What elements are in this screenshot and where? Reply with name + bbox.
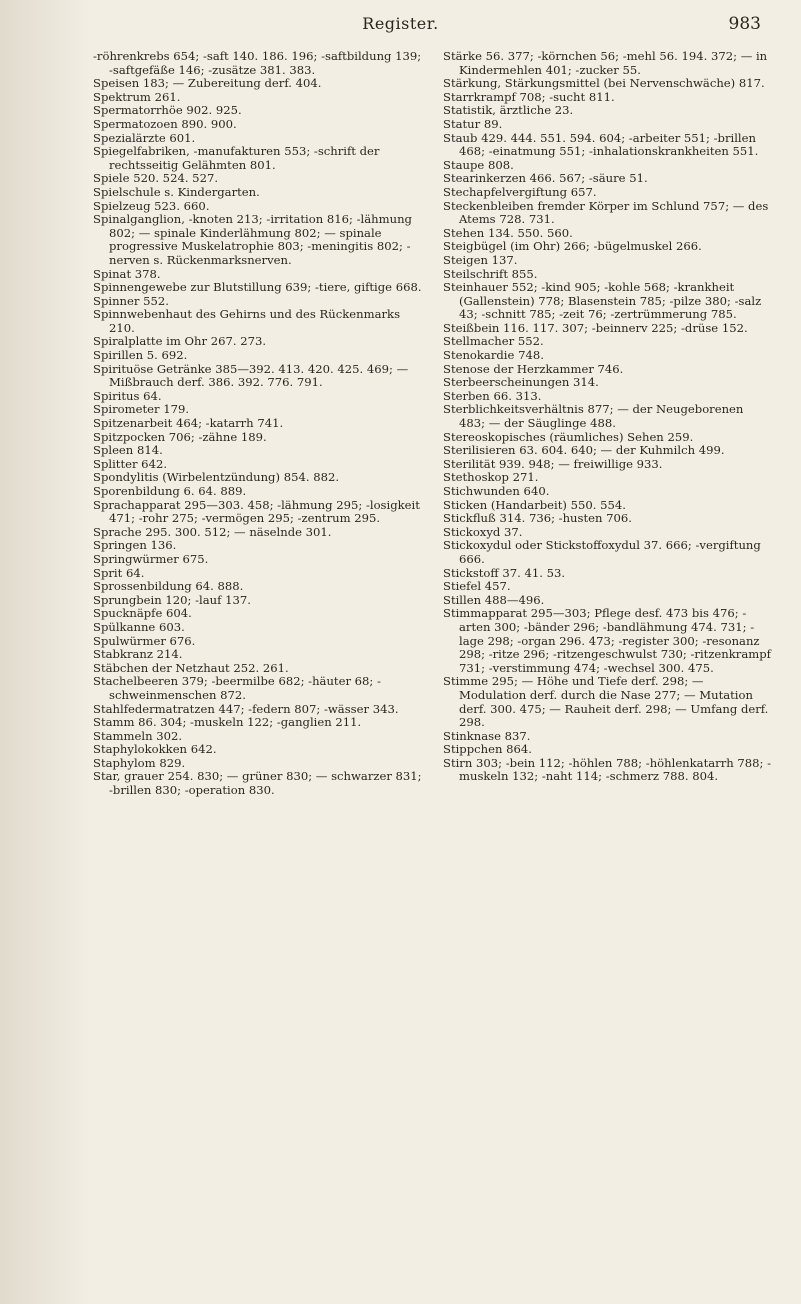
- index-entry: Stenokardie 748.: [443, 348, 544, 363]
- index-entry: Stiefel 457.: [443, 579, 511, 594]
- index-entry: Steigbügel (im Ohr) 266; -bügelmuskel 266.: [443, 239, 702, 254]
- index-entry: Stimmapparat 295—303; Pflege desf. 473 bis 476; -arten 300; -bänder 296; -bandlähmung 474. 731; -lage 298; -organ 296. 473; -register 300; -resonanz 298; -ritze 296; -ritzengeschwulst 730; -ritzenkrampf 731; -verstimmung 474; -wechsel 300. 475.: [443, 606, 771, 675]
- index-entry: Spinat 378.: [93, 266, 161, 281]
- index-entry: Spulwürmer 676.: [93, 633, 196, 648]
- index-entry: Stärke 56. 377; -körnchen 56; -mehl 56. 194. 372; — in Kindermehlen 401; -zucker 55.: [443, 49, 768, 77]
- index-entry: Sterilisieren 63. 604. 640; — der Kuhmilch 499.: [443, 443, 725, 458]
- index-entry: Stäbchen der Netzhaut 252. 261.: [93, 660, 289, 675]
- index-entry: Spinner 552.: [93, 293, 169, 308]
- index-entry: Spinnengewebe zur Blutstillung 639; -tiere, giftige 668.: [93, 280, 422, 295]
- index-entry: Springwürmer 675.: [93, 551, 209, 566]
- index-entry: Staphylom 829.: [93, 755, 186, 770]
- index-entry: Spiele 520. 524. 527.: [93, 171, 219, 186]
- index-entry: Stichwunden 640.: [443, 484, 550, 498]
- index-entry: Stechapfelvergiftung 657.: [443, 184, 597, 199]
- index-entry: Starrkrampf 708; -sucht 811.: [443, 89, 615, 104]
- index-entry: Stammeln 302.: [93, 728, 183, 743]
- index-entry: Stickoxyd 37.: [443, 524, 523, 539]
- index-entry: Stärkung, Stärkungsmittel (bei Nervenschwäche) 817.: [443, 76, 765, 91]
- index-entry: Spielschule s. Kindergarten.: [93, 184, 260, 199]
- index-entry: Sterblichkeitsverhältnis 877; — der Neugeborenen 483; — der Säuglinge 488.: [443, 402, 744, 431]
- index-entry: -röhrenkrebs 654; -saft 140. 186. 196; -saftbildung 139; -saftgefäße 146; -zusätze 381. 383.: [93, 49, 422, 77]
- index-entry: Speisen 183; — Zubereitung derf. 404.: [93, 76, 322, 91]
- index-entry: Steinhauer 552; -kind 905; -kohle 568; -krankheit (Gallenstein) 778; Blasenstein 785; -pilze 380; -salz 43; -schnitt 785; -zeit 76; -zertrümmerung 785.: [443, 280, 762, 322]
- index-entry: Springen 136.: [93, 538, 177, 553]
- index-entry: Steckenbleiben fremder Körper im Schlund 757; — des Atems 728. 731.: [443, 198, 769, 227]
- index-entry: Spucknäpfe 604.: [93, 606, 192, 621]
- index-entry: Sprit 64.: [93, 565, 145, 580]
- index-entry: Staphylokokken 642.: [93, 742, 217, 757]
- index-entry: Spermatorrhöe 902. 925.: [93, 103, 242, 118]
- right-column: [443, 50, 773, 784]
- index-entry: Stahlfedermatratzen 447; -federn 807; -wässer 343.: [93, 701, 399, 716]
- index-entry: Stamm 86. 304; -muskeln 122; -ganglien 211.: [93, 715, 362, 730]
- index-entry: Sticken (Handarbeit) 550. 554.: [443, 497, 626, 512]
- index-entry: Spleen 814.: [93, 443, 163, 458]
- index-entry: Stickoxydul oder Stickstoffoxydul 37. 666; -vergiftung 666.: [443, 538, 761, 566]
- index-entry: Stabkranz 214.: [93, 647, 183, 662]
- index-entry: Steigen 137.: [443, 252, 518, 267]
- index-entry: Spezialärzte 601.: [93, 130, 196, 145]
- index-entry: Star, grauer 254. 830; — grüner 830; — schwarzer 831; -brillen 830; -operation 830.: [93, 769, 422, 798]
- index-entry: Stirn 303; -bein 112; -höhlen 788; -höhlenkatarrh 788; -muskeln 132; -naht 114; -schmerz 788. 804.: [443, 755, 772, 784]
- index-entry: Stickstoff 37. 41. 53.: [443, 565, 566, 580]
- index-entry: Sterben 66. 313.: [443, 388, 542, 403]
- index-entry: Spinnwebenhaut des Gehirns und des Rückenmarks 210.: [93, 307, 401, 335]
- page-number: 983: [728, 14, 761, 34]
- index-entry: Sprache 295. 300. 512; — näselnde 301.: [93, 524, 332, 539]
- index-entry: Steilschrift 855.: [443, 266, 538, 281]
- index-entry: Spondylitis (Wirbelentzündung) 854. 882.: [93, 470, 340, 485]
- index-entry: Spiritus 64.: [93, 388, 162, 403]
- index-entry: Stereoskopisches (räumliches) Sehen 259.: [443, 429, 694, 444]
- index-entry: Sprachapparat 295—303. 458; -lähmung 295; -losigkeit 471; -rohr 275; -vermögen 295; -zentrum 295.: [93, 497, 420, 526]
- index-entry: Spektrum 261.: [93, 89, 181, 104]
- index-entry: Sporenbildung 6. 64. 889.: [93, 484, 247, 498]
- page-title: Register.: [362, 14, 439, 33]
- index-entry: Stenose der Herzkammer 746.: [443, 361, 624, 376]
- index-entry: Stippchen 864.: [443, 742, 532, 757]
- index-entry: Stethoskop 271.: [443, 470, 539, 485]
- index-entry: Sterbeerscheinungen 314.: [443, 375, 599, 390]
- index-entry: Staub 429. 444. 551. 594. 604; -arbeiter 551; -brillen 468; -einatmung 551; -inhalationskrankheiten 551.: [443, 130, 759, 159]
- index-entry: Spirometer 179.: [93, 402, 190, 417]
- index-entry: Stachelbeeren 379; -beermilbe 682; -häuter 68; -schweinmenschen 872.: [93, 674, 381, 702]
- index-entry: Sterilität 939. 948; — freiwillige 933.: [443, 456, 663, 471]
- index-entry: Spinalganglion, -knoten 213; -irritation 816; -lähmung 802; — spinale Kinderlähmung 802; — spinale progressive Muskelatrophie 803; -meningitis 802; -nerven s. Rückenmarksnerven.: [93, 212, 412, 267]
- index-entry: Stimme 295; — Höhe und Tiefe derf. 298; — Modulation derf. durch die Nase 277; — Mutation derf. 300. 475; — Rauheit derf. 298; — Umfang derf. 298.: [443, 674, 769, 730]
- index-entry: Sprungbein 120; -lauf 137.: [93, 592, 251, 607]
- index-entry: Spermatozoen 890. 900.: [93, 116, 237, 131]
- index-entry: Statur 89.: [443, 116, 503, 131]
- index-entry: Spiralplatte im Ohr 267. 273.: [93, 334, 267, 349]
- index-entry: Steißbein 116. 117. 307; -beinnerv 225; -drüse 152.: [443, 320, 748, 335]
- index-entry: Stillen 488—496.: [443, 592, 545, 607]
- index-entry: Spielzeug 523. 660.: [93, 198, 210, 213]
- index-entry: Spiegelfabriken, -manufakturen 553; -schrift der rechtsseitig Gelähmten 801.: [93, 144, 380, 172]
- index-entry: Spitzenarbeit 464; -katarrh 741.: [93, 416, 284, 431]
- index-entry: Stickfluß 314. 736; -husten 706.: [443, 511, 632, 526]
- index-entry: Splitter 642.: [93, 456, 168, 471]
- index-entry: Spülkanne 603.: [93, 619, 185, 634]
- page-edge-shadow: [0, 0, 90, 1304]
- index-entry: Spitzpocken 706; -zähne 189.: [93, 429, 267, 444]
- index-entry: Staupe 808.: [443, 157, 514, 172]
- index-entry: Spirituöse Getränke 385—392. 413. 420. 425. 469; — Mißbrauch derf. 386. 392. 776. 791.: [93, 361, 409, 390]
- index-entry: Sprossenbildung 64. 888.: [93, 579, 244, 594]
- index-entry: Stehen 134. 550. 560.: [443, 225, 573, 240]
- index-entry: Stellmacher 552.: [443, 334, 544, 349]
- index-entry: Statistik, ärztliche 23.: [443, 103, 574, 118]
- page-header: [0, 14, 801, 38]
- index-entry: Spirillen 5. 692.: [93, 348, 188, 363]
- index-entry: Stinknase 837.: [443, 728, 531, 743]
- left-column: [93, 50, 423, 798]
- index-entry: Stearinkerzen 466. 567; -säure 51.: [443, 171, 648, 186]
